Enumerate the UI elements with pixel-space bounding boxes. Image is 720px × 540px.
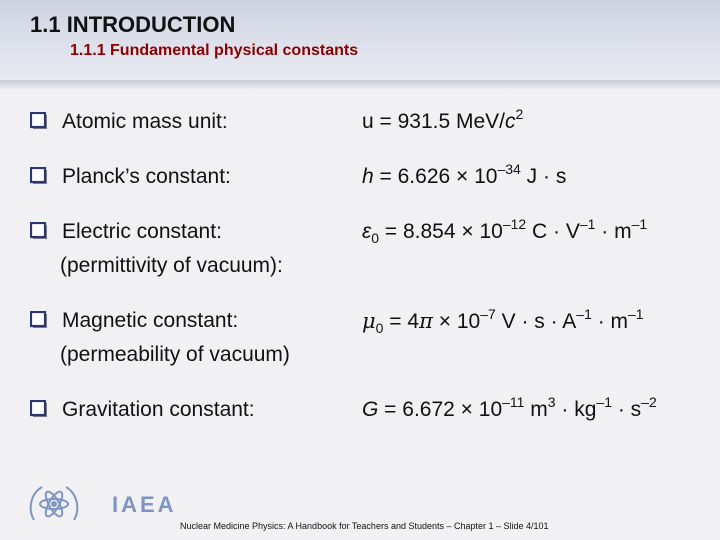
constant-label: Atomic mass unit: xyxy=(62,110,228,133)
subsection-title: 1.1.1 Fundamental physical constants xyxy=(70,42,359,59)
constant-value: $\varepsilon_0 = 8.854 \times 10^{-12}$ $C \cdot V^{-1} \cdot m^{-1}$ xyxy=(362,216,648,246)
atom-emblem-icon xyxy=(28,482,80,528)
constant-label: Magnetic constant: xyxy=(62,309,239,332)
constant-label: Gravitation constant: xyxy=(62,398,255,421)
constant-sublabel: (permeability of vacuum) xyxy=(60,343,290,366)
constant-sublabel: (permittivity of vacuum): xyxy=(60,254,283,277)
checkbox-bullet-icon xyxy=(30,222,48,240)
footer-citation: Nuclear Medicine Physics: A Handbook for Teachers and Students – Chapter 1 – Slide 4/101 xyxy=(180,521,549,531)
constant-label: Planck’s constant: xyxy=(62,165,231,188)
checkbox-bullet-icon xyxy=(30,400,48,418)
constant-label: Electric constant: xyxy=(62,220,222,243)
constant-value: $h = 6.626 \times 10^{-34}$ J · s xyxy=(362,161,567,188)
section-title: 1.1 INTRODUCTION xyxy=(30,12,236,37)
logo-text: IAEA xyxy=(112,492,177,517)
checkbox-bullet-icon xyxy=(30,167,48,185)
checkbox-bullet-icon xyxy=(30,311,48,329)
constant-value: $\mu_0 = 4\pi \times 10^{-7}$ $V \cdot s \cdot A^{-1} \cdot m^{-1}$ xyxy=(362,306,644,336)
header-shadow xyxy=(0,80,720,90)
iaea-logo xyxy=(28,482,177,528)
constant-value: $G = 6.672 \times 10^{-11}$ $m^3 \cdot kg^{-1} \cdot s^{-2}$ xyxy=(362,394,657,421)
checkbox-bullet-icon xyxy=(30,112,48,130)
constant-value: u = 931.5 MeV/$c^2$ xyxy=(362,106,524,133)
